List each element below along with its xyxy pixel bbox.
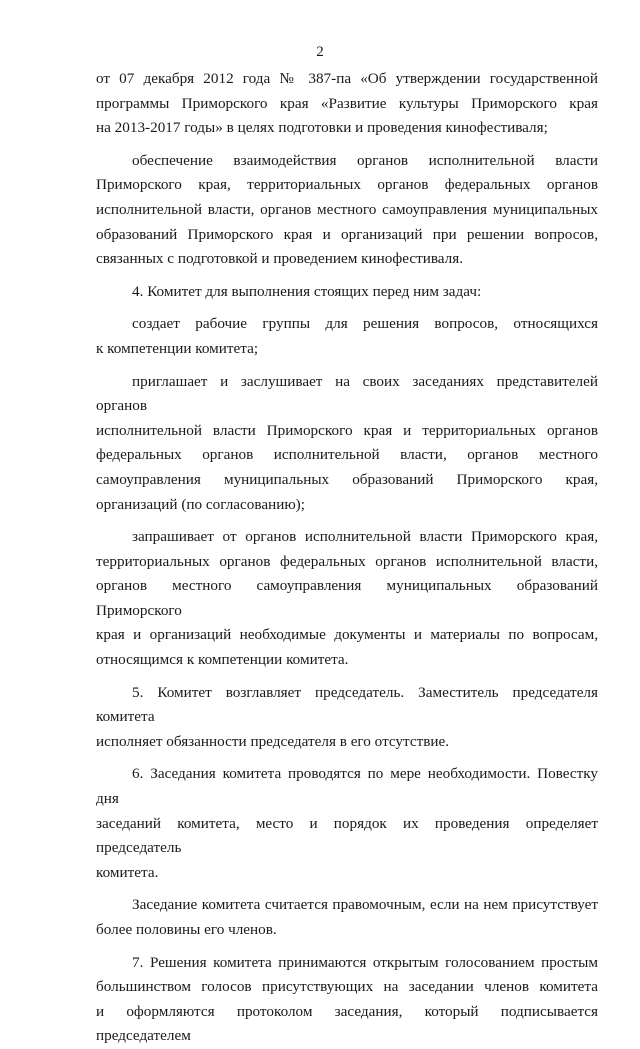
document-body [96, 67, 598, 1049]
text-line: Заседание комитета считается правомочным, если на нем присутствует [132, 896, 598, 914]
text-line: 5. Комитет возглавляет председатель. Заместитель председателя комитета [96, 683, 598, 726]
text-line: образований Приморского края и организаций при решении вопросов, [96, 225, 598, 243]
text-line: территориальных органов федеральных органов исполнительной власти, [96, 552, 598, 570]
text-line: 6. Заседания комитета проводятся по мере необходимости. Повестку дня [96, 765, 598, 808]
paragraph-interaction [96, 149, 598, 272]
text-line: запрашивает от органов исполнительной власти Приморского края, [132, 528, 598, 546]
text-line: к компетенции комитета; [96, 339, 259, 357]
paragraph-requests [96, 525, 598, 673]
text-line: комитета. [96, 863, 159, 881]
text-line: программы Приморского края «Развитие культуры Приморского края [96, 94, 598, 112]
text-line: на 2013-2017 годы» в целях подготовки и проведения кинофестиваля; [96, 119, 548, 137]
text-line: 4. Комитет для выполнения стоящих перед ним задач: [132, 282, 482, 300]
text-line: исполняет обязанности председателя в его отсутствие. [96, 732, 450, 750]
text-line: федеральных органов исполнительной власти, органов местного [96, 446, 598, 464]
text-line: от 07 декабря 2012 года № 387-па «Об утверждении государственной [96, 70, 598, 87]
text-line: Приморского края, территориальных органов федеральных органов [96, 176, 598, 194]
text-line: исполнительной власти, органов местного самоуправления муниципальных [96, 200, 598, 218]
text-line: и оформляются протоколом заседания, который подписывается председателем [96, 1002, 598, 1045]
text-line: относящимся к компетенции комитета. [96, 651, 349, 669]
text-line: края и организаций необходимые документы и материалы по вопросам, [96, 626, 598, 644]
text-line: большинством голосов присутствующих на заседании членов комитета [96, 978, 598, 996]
paragraph-invites [96, 370, 598, 518]
text-line: органов местного самоуправления муниципальных образований Приморского [96, 577, 598, 619]
paragraph-item-6 [96, 762, 598, 885]
page-number: 2 [316, 44, 324, 60]
text-line: исполнительной власти Приморского края и территориальных органов [96, 421, 598, 439]
text-line: обеспечение взаимодействия органов исполнительной власти [132, 151, 598, 169]
paragraph-decree-reference [96, 67, 598, 141]
paragraph-item-5 [96, 681, 598, 755]
paragraph-item-4 [96, 280, 598, 305]
text-line: организаций (по согласованию); [96, 495, 305, 513]
text-line: более половины его членов. [96, 921, 277, 938]
text-line: самоуправления муниципальных образований Приморского края, [96, 470, 598, 488]
paragraph-item-7 [96, 951, 598, 1049]
paragraph-quorum [96, 893, 598, 942]
paragraph-working-groups [96, 312, 598, 361]
text-line: заседаний комитета, место и порядок их проведения определяет председатель [96, 814, 598, 857]
text-line: создает рабочие группы для решения вопросов, относящихся [132, 315, 598, 333]
text-line: приглашает и заслушивает на своих заседаниях представителей органов [96, 372, 598, 415]
text-line: связанных с подготовкой и проведением кинофестиваля. [96, 250, 464, 268]
text-line: 7. Решения комитета принимаются открытым голосованием простым [132, 953, 598, 971]
